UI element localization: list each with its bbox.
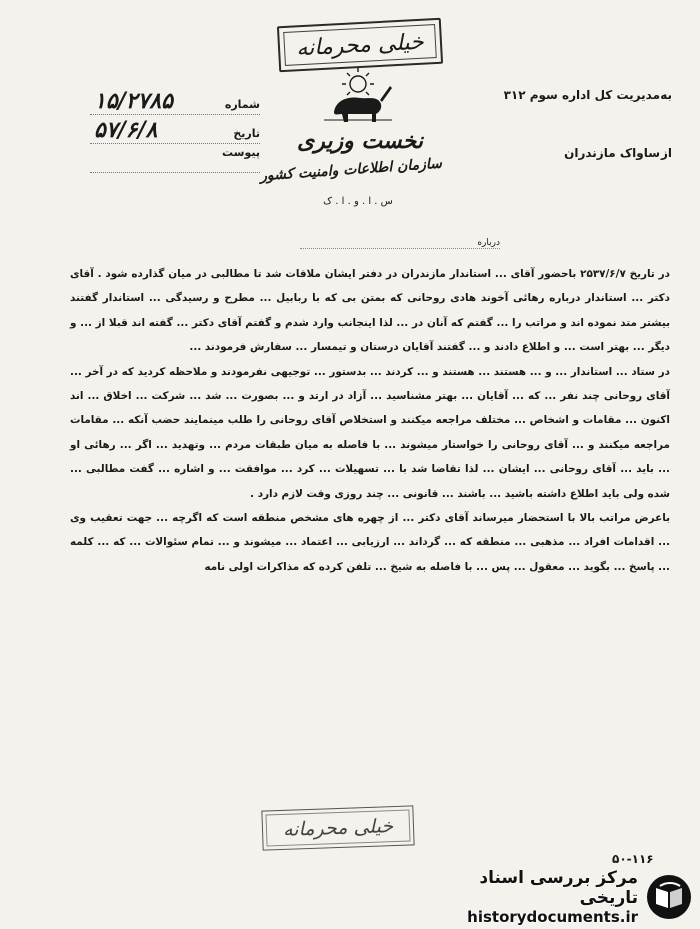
body-paragraph: باعرض مراتب بالا با استحضار میرساند آقای دکتر ... از چهره های مشخص منطقه است که اگرچه ... جهت تعقیب وی ... اقدامات افراد ... مذهبی ... منطقه که ... گرداند ... ارزیابی ... اعتماد ... میشوند و ... تمام سئوالات ... که ... کلمه ... پاسخ ... بگوید ... معقول ... پس ... با فاصله به شیخ ... تلفن کرده که مذاکرات اولی نامه [70, 512, 670, 573]
sender-prefix: از [660, 146, 672, 160]
recipient-value: مدیریت کل اداره سوم ۳۱۲ [503, 88, 660, 102]
org-ref-code: س . ا . و . ا . ک [323, 196, 393, 207]
page-number: ۵۰-۱۱۶ [612, 852, 654, 866]
watermark-url: historydocuments.ir [467, 907, 638, 926]
archive-watermark [420, 864, 700, 929]
body-paragraph: در ستاد ... استاندار ... و ... هستند ... هستند و ... کردند ... بدستور ... توجیهی نفرمودند و ملاحظه کردید که در آخر ... آقای روحانی چند نفر ... که ... آقایان ... بهتر مشناسید ... آزاد در ارتد و ... بصورت ... شد ... شرکت ... اخلاق ... اند اکنون ... مقامات و اشخاص ... مختلف مراجعه میکنند و استخلاص آقای روحانی را طلب مینمایند حضب آنکه ... مقامات مراجعه میکنند و ... آقای روحانی را خواستار میشوند ... با فاصله به میان طبقات مردم ... وتهدید ... اگر ... رهائی او ... باید ... آقای روحانی ... ایشان ... لذا تقاضا شد با ... تسهیلات ... کرد ... موافقت ... و اشاره ... گفت مطالبی ... شده ولی باید اطلاع داشته باشید ... باشند ... قانونی ... چند روزی وقت لازم دارد . [70, 365, 670, 500]
classification-stamp-bottom: خیلی محرمانه [261, 805, 414, 850]
meta-date-value: ۵۷/۶/۸ [94, 117, 158, 143]
document-meta [90, 88, 260, 175]
meta-number-value: ۱۵/۲۷۸۵ [94, 88, 173, 114]
letter-body [70, 262, 670, 579]
meta-date-label: تاریخ [233, 127, 260, 140]
org-title: نخست وزیری [297, 128, 423, 154]
lion-and-sun-emblem-icon [318, 66, 398, 128]
meta-number-label: شماره [224, 98, 260, 111]
classification-stamp-top: خیلی محرمانه [277, 18, 443, 73]
recipient-prefix: به [660, 88, 672, 102]
book-logo-icon [646, 874, 692, 920]
meta-attachment-label: پیوست [222, 146, 260, 159]
subject-line: درباره [300, 238, 500, 249]
body-paragraph: در تاریخ ۲۵۳۷/۶/۷ باحضور آقای ... استاندار مازندران در دفتر ایشان ملاقات شد تا مطالبی در میان گذارده شود . آقای دکتر ... استاندار درباره رهائی آخوند هادی روحانی که بمتن بی که با ربابیل ... مطرح و رسیدگی ... استاندار گفتند بیشتر متد نموده اند و مراتب را ... گفتم که آنان در ... لذا اینجانب وارد شدم و گفتم آقای دکتر ... گفته اند قبلا از ... و دیگر ... بهتر است ... و اطلاع دادند و ... گفتند آقایان درستان و تیمسار ... سفارش فرمودند ... [70, 268, 670, 354]
sender-line [460, 146, 672, 160]
org-subtitle: سازمان اطلاعات وامنیت کشور [259, 155, 443, 185]
meta-number-row [90, 88, 260, 115]
watermark-title: مرکز بررسی اسناد تاریخی [479, 867, 638, 908]
meta-attachment-row [90, 146, 260, 173]
recipient-line [460, 88, 672, 102]
meta-date-row [90, 117, 260, 144]
watermark-text [420, 868, 646, 926]
sender-value: ساواک مازندران [564, 146, 660, 160]
